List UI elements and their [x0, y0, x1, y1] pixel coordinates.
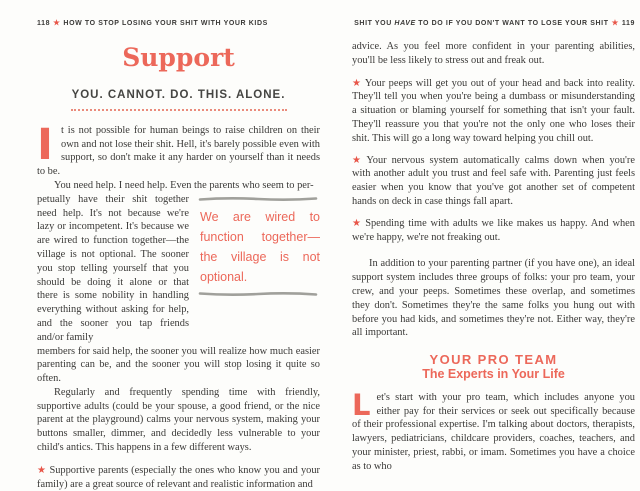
- dropcap-i: I: [37, 119, 53, 170]
- star-bullet-icon: ★: [352, 217, 363, 229]
- star-bullet-icon: ★: [37, 464, 47, 476]
- paragraph: petually have their shit together need help. It's not because we're lazy or incompetent. It's because we are wired to function together—the village is not optional. The sooner you stop telling yourself that you should be doing it alone or that there is some nobility in handling everything without asking for help, and the sooner you tap friends and/or family: [37, 193, 189, 343]
- star-bullet-icon: ★: [352, 77, 362, 89]
- paragraph: You need help. I need help. Even the parents who seem to per-: [54, 179, 314, 191]
- right-running-title-prefix: SHIT YOU: [354, 20, 395, 27]
- right-body-text: [352, 40, 635, 474]
- paragraph-text: t is not possible for human beings to raise children on their own and not lose their shit. Hell, it's barely possible even with support, so don't make it any harder on yourself than it needs to be.: [37, 124, 320, 178]
- left-body-text: [37, 119, 320, 491]
- chapter-subtitle: YOU. CANNOT. DO. THIS. ALONE.: [71, 88, 286, 101]
- right-running-title-suffix: TO DO IF YOU DON'T WANT TO LOSE YOUR SHIT: [415, 20, 609, 27]
- chapter-title: Support: [122, 43, 235, 72]
- squiggle-line-top: [198, 196, 318, 202]
- right-running-head: [352, 18, 635, 27]
- pull-quote-text: We are wired to function together— the village is not optional.: [200, 209, 320, 284]
- section-subheading: The Experts in Your Life: [422, 366, 565, 381]
- text-and-pullquote-row: [37, 193, 320, 345]
- page-right: [320, 0, 640, 472]
- section-heading: YOUR PRO TEAM: [429, 352, 558, 368]
- bullet-text: Your peeps will get you out of your head and back into reality. They'll tell you when you're being a dumbass or misunderstanding a situation or blaming yourself for something that isn't your fault. They'll reassure you that you're not the only one who loses their shit. This will go a long way toward helping you chill out.: [352, 77, 635, 144]
- left-running-head: [37, 18, 320, 27]
- paragraph: members for said help, the sooner you will realize how much easier parenting can be, and the sooner you will stop losing it quite so often.: [37, 345, 320, 385]
- right-running-title-italic: HAVE: [394, 20, 416, 27]
- bullet-item: [352, 77, 635, 146]
- left-running-title: HOW TO STOP LOSING YOUR SHIT WITH YOUR KIDS: [63, 20, 268, 27]
- star-icon: ★: [53, 18, 61, 27]
- star-bullet-icon: ★: [352, 154, 364, 166]
- paragraph: [37, 119, 320, 179]
- paragraph-text: et's start with your pro team, which includes anyone you either pay for their services or seek out specifically because of their professional expertise. I'm talking about doctors, therapists, lawyers, pediatricians, childcare providers, coaches, teachers, and your minister, priest, rabbi, or imam. Sometimes you have a choice as to who: [352, 391, 635, 472]
- star-icon: ★: [611, 18, 619, 27]
- pull-quote: [198, 193, 320, 345]
- squiggle-line-bottom: [198, 291, 318, 297]
- bullet-text: Supportive parents (especially the ones who know you and your family) are a great source of relevant and realistic information and: [37, 464, 320, 490]
- paragraph: Regularly and frequently spending time with friendly, supportive adults (could be your spouse, a good friend, or the nice parent at the playground) calms your nervous system, making your buttons smaller, dimmer, and decidedly less vulnerable to your child's antics. This happens in a few different ways.: [37, 386, 320, 454]
- bullet-item: [37, 464, 320, 491]
- left-page-number: 118: [37, 20, 51, 27]
- paragraph: In addition to your parenting partner (if you have one), an ideal support system includes three groups of folks: your pro team, your crew, and your peeps. Sometimes these overlap, and sometimes they don't. Sometimes they're the same folks you hung out with before you had kids, and sometimes they're not. Either way, they're all important.: [352, 258, 635, 339]
- bullet-text: Spending time with adults we like makes us happy. And when we're happy, we're not freaking out.: [352, 217, 635, 243]
- paragraph: [352, 387, 635, 474]
- bullet-item: [352, 217, 635, 245]
- bullet-text: Your nervous system automatically calms down when you're with another adult you trust and feel safe with. Parenting just feels easier when you know that you've got another set of competent hands on deck in case things fall apart.: [352, 154, 635, 207]
- dropcap-l: L: [352, 387, 371, 422]
- bullet-item: [352, 154, 635, 209]
- right-page-number: 119: [621, 20, 635, 27]
- page-left: [0, 0, 320, 490]
- dotted-rule: [71, 109, 287, 111]
- paragraph: advice. As you feel more confident in your parenting abilities, you'll be less likely to stress out and freak out.: [352, 41, 635, 66]
